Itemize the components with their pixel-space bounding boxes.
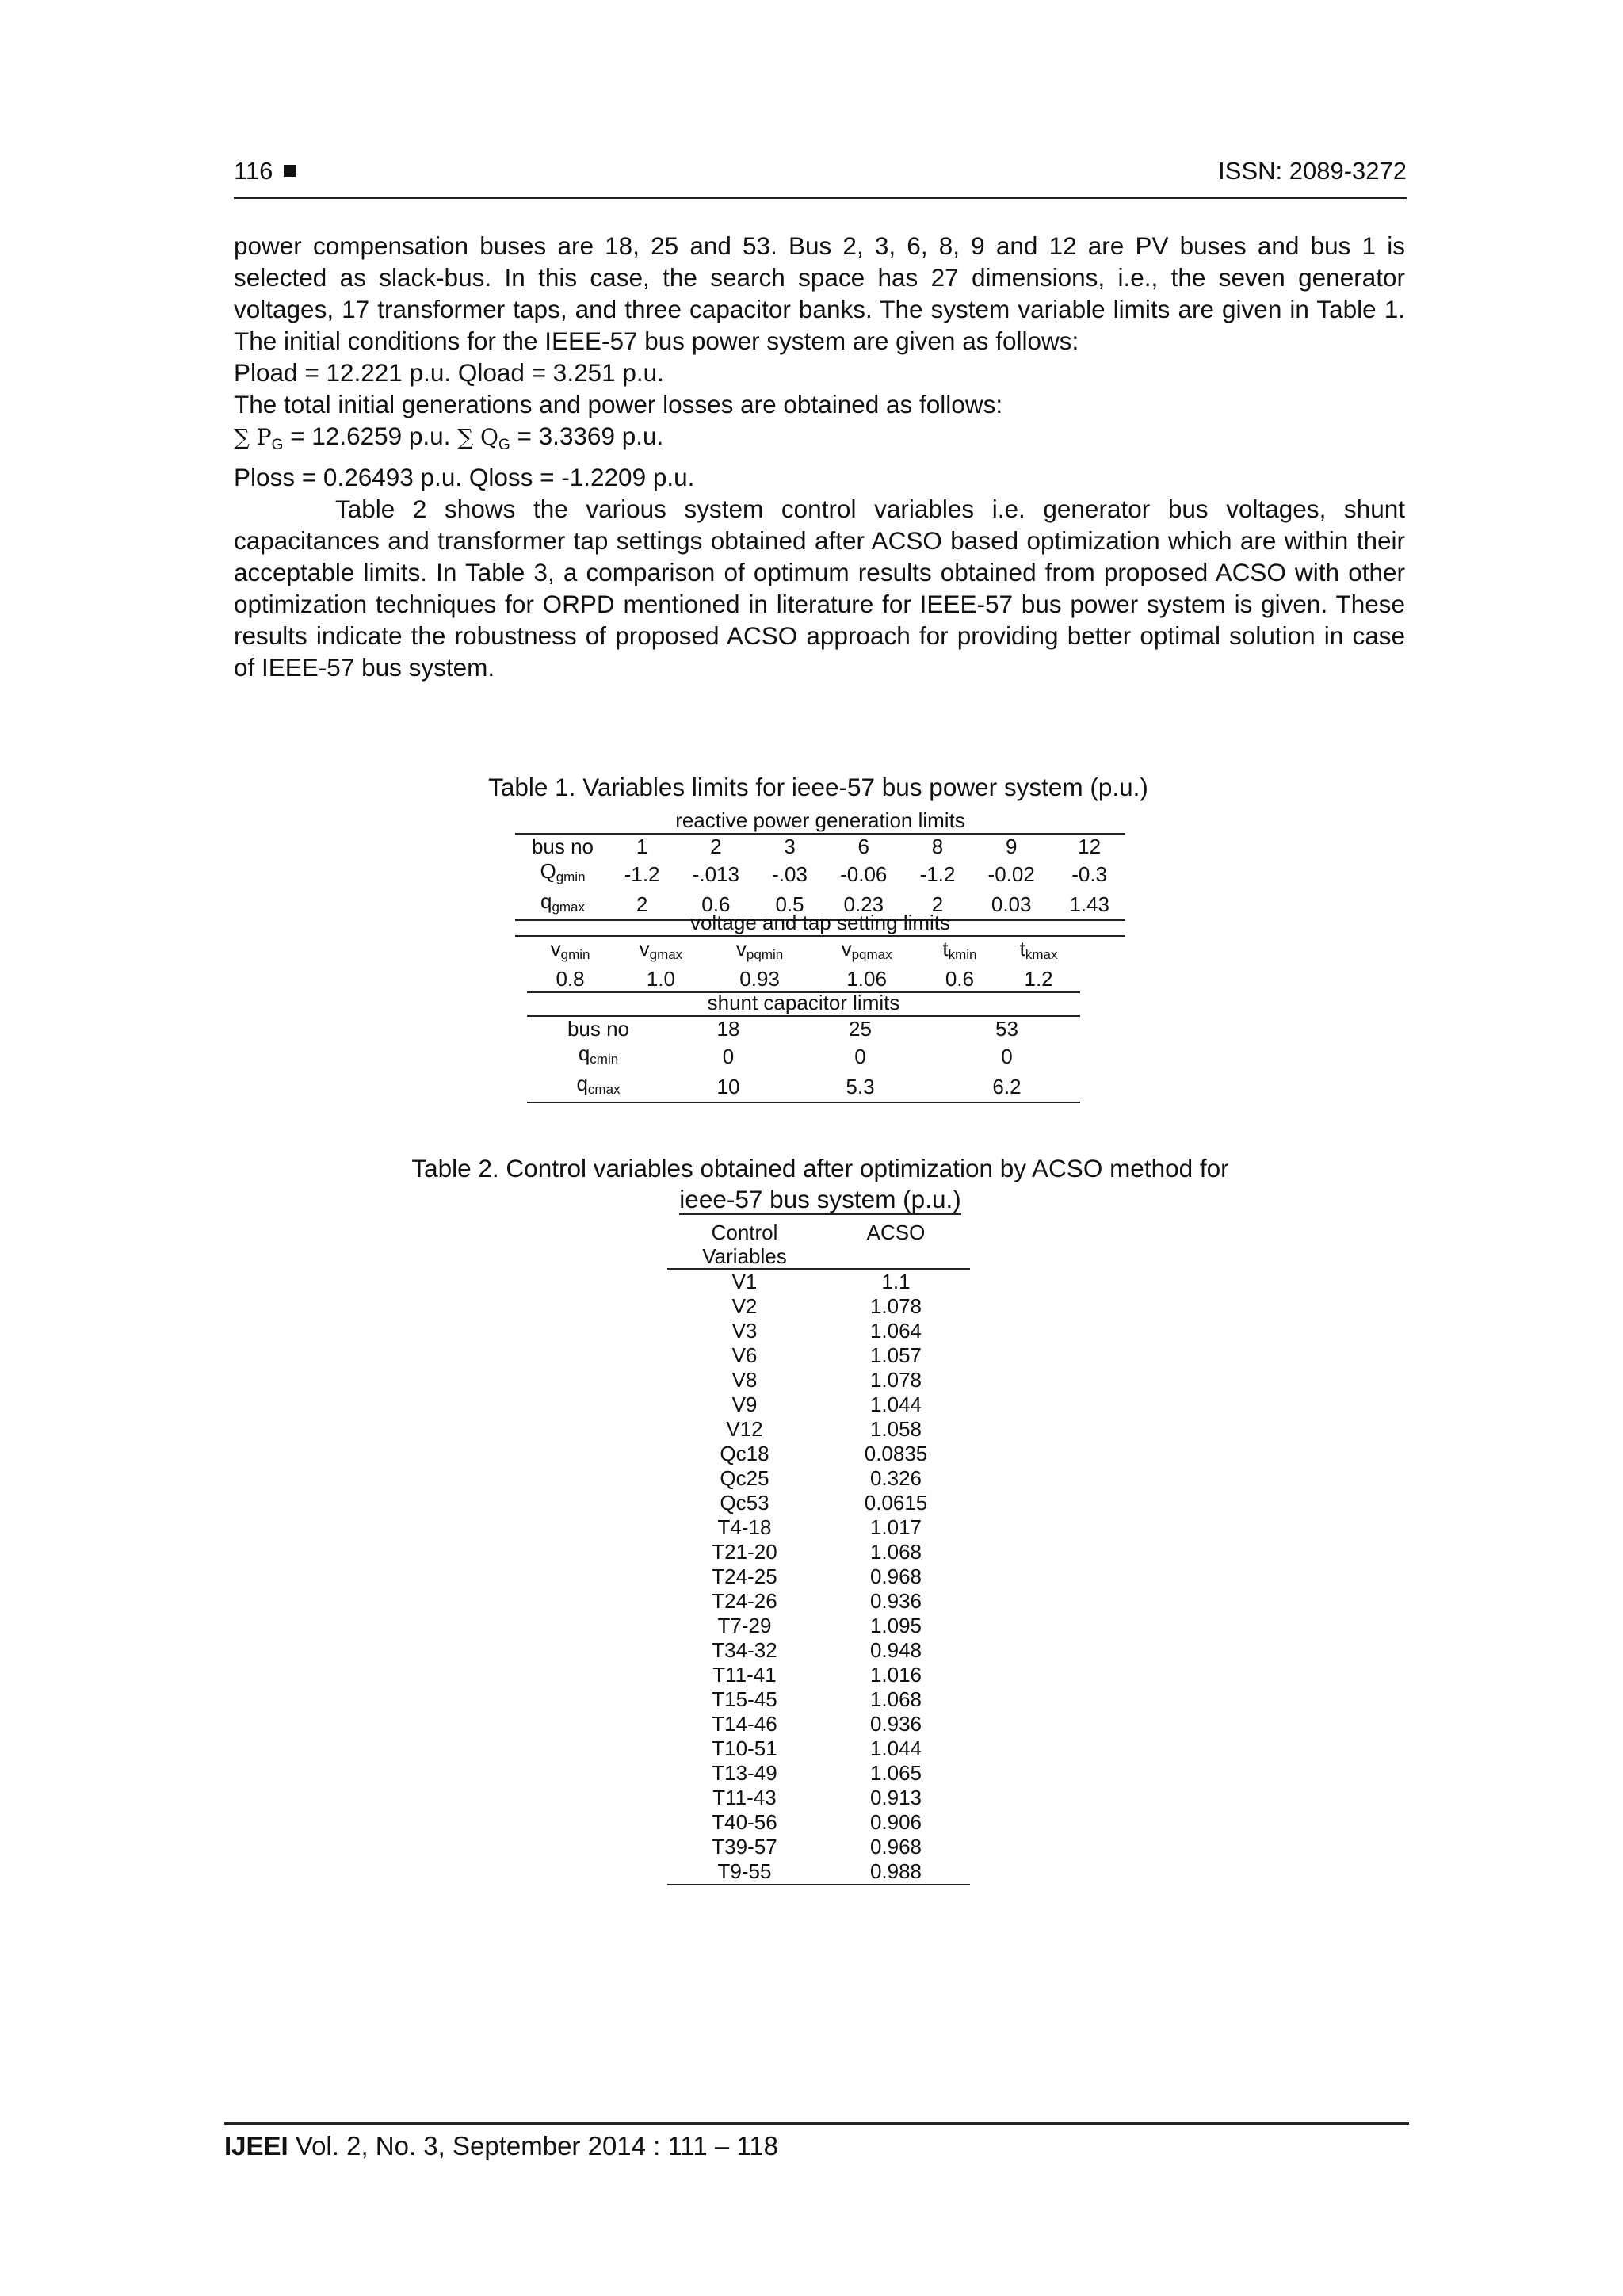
journal-issue: Vol. 2, No. 3, September 2014 : 111 – 118 <box>288 2131 778 2160</box>
acso-value-cell: 0.936 <box>869 1589 922 1613</box>
row-label: bus no <box>531 835 594 858</box>
control-variable-cell: V1 <box>731 1270 758 1293</box>
acso-value-cell: 0.968 <box>869 1564 922 1588</box>
table-row <box>667 1392 970 1417</box>
table1-section-title: reactive power generation limits <box>515 808 1125 834</box>
table-cell: 0.93 <box>708 967 812 992</box>
table-cell: 2 <box>710 835 722 858</box>
table-row <box>667 1540 970 1564</box>
table-row <box>667 1442 970 1466</box>
table-cell: 0.5 <box>758 889 821 920</box>
row-label: qgmax <box>515 889 610 920</box>
table-cell: -1.2 <box>624 861 660 886</box>
table-row <box>527 1072 1080 1102</box>
acso-value-cell: 1.1 <box>881 1270 911 1293</box>
acso-value-cell: 0.948 <box>869 1638 922 1662</box>
table-row <box>667 1712 970 1736</box>
issn: ISSN: 2089-3272 <box>1218 157 1407 185</box>
control-variable-cell: T13-49 <box>712 1761 777 1785</box>
table-cell: -.03 <box>772 861 808 886</box>
acso-value-cell: 1.068 <box>869 1687 922 1711</box>
control-variable-cell: V3 <box>731 1319 758 1343</box>
body-text <box>234 230 1405 683</box>
sum-line: ∑ $P_G = 12.6259$ p.u. ∑ $Q_G = 3.3369$ p.u. <box>234 422 664 453</box>
table-row <box>667 1319 970 1343</box>
acso-value-cell: 0.988 <box>822 1859 970 1885</box>
acso-value-cell: 0.326 <box>869 1466 922 1490</box>
table-cell: -0.02 <box>987 861 1035 886</box>
acso-value-cell: 0.0835 <box>864 1442 928 1465</box>
column-header: tkmax <box>1019 937 1058 962</box>
load-line: Pload = 12.221 p.u. Qload = 3.251 p.u. <box>234 358 664 387</box>
acso-value-cell: 0.913 <box>869 1786 922 1809</box>
loss-line: Ploss = 0.26493 p.u. Qloss = -1.2209 p.u. <box>234 463 695 491</box>
table-cell: 1.2 <box>997 967 1080 992</box>
page-number: 116 <box>234 157 296 185</box>
table-row <box>667 1810 970 1835</box>
table-row <box>667 1564 970 1589</box>
table-cell: 0 <box>854 1044 866 1068</box>
table-cell: 2 <box>610 889 674 920</box>
table-cell: 9 <box>1005 835 1018 858</box>
table-cell: -.013 <box>692 861 739 886</box>
table-cell: 2 <box>906 889 969 920</box>
control-variable-cell: T39-57 <box>712 1835 777 1859</box>
control-variable-cell: T15-45 <box>712 1687 777 1711</box>
paragraph-intro: power compensation buses are 18, 25 and 53. Bus 2, 3, 6, 8, 9 and 12 are PV buses and bus 1 is selected as slack-bus. In this case, the search space has 27 dimensions, i.e., the seven generator voltages, 17 transformer taps, and three capacitor banks. The system variable limits are given in Table 1. The initial conditions for the IEEE-57 bus power system are given as follows: <box>234 231 1405 355</box>
table-row <box>527 967 1080 992</box>
acso-value-cell: 0.936 <box>869 1712 922 1736</box>
page-footer <box>224 2122 1409 2161</box>
control-variable-cell: T11-43 <box>712 1786 777 1809</box>
table1-caption: Table 1. Variables limits for ieee-57 bus power system (p.u.) <box>488 773 1148 801</box>
table-cell: 6.2 <box>934 1072 1080 1102</box>
table-cell: -1.2 <box>919 861 956 886</box>
control-variable-cell: T9-55 <box>667 1859 822 1885</box>
control-variable-cell: T40-56 <box>712 1810 777 1834</box>
table-cell: 0.03 <box>969 889 1053 920</box>
acso-value-cell: 1.017 <box>869 1515 922 1539</box>
table-cell: 0 <box>1001 1044 1013 1068</box>
table-row <box>667 1638 970 1663</box>
table-row <box>667 1343 970 1368</box>
table2-caption-line2: ieee-57 bus system (p.u.) <box>679 1185 961 1213</box>
table-cell: 0.6 <box>674 889 758 920</box>
acso-value-cell: 0.968 <box>869 1835 922 1859</box>
table1-section-title: shunt capacitor limits <box>527 991 1080 1016</box>
table-cell: 1 <box>636 835 648 858</box>
table-row <box>667 1294 970 1319</box>
control-variable-cell: T7-29 <box>717 1614 772 1637</box>
column-header: vpqmin <box>735 937 784 962</box>
control-variable-cell: V2 <box>731 1294 758 1318</box>
table-row <box>667 1589 970 1614</box>
table-cell: 0 <box>722 1044 735 1068</box>
column-header: vgmin <box>550 937 590 962</box>
control-variable-cell: V8 <box>731 1368 758 1392</box>
table-cell: 53 <box>995 1017 1018 1041</box>
table-cell: 0.6 <box>922 967 997 992</box>
acso-value-cell: 0.0615 <box>864 1491 928 1515</box>
table-cell: 12 <box>1078 835 1102 858</box>
table-row <box>667 1368 970 1392</box>
control-variable-cell: T24-25 <box>712 1564 777 1588</box>
control-variable-cell: T34-32 <box>712 1638 777 1662</box>
table1-voltage-tap <box>527 937 1080 993</box>
table-cell: 18 <box>716 1017 740 1041</box>
control-variable-cell: V9 <box>731 1392 758 1416</box>
table-row <box>667 1786 970 1810</box>
table-header-row <box>667 1244 970 1269</box>
table2 <box>667 1221 970 1885</box>
table-cell: -0.06 <box>840 861 888 886</box>
table-row <box>667 1761 970 1786</box>
table-cell: 10 <box>670 1072 787 1102</box>
table-cell: 5.3 <box>787 1072 934 1102</box>
table-cell: 0.23 <box>822 889 906 920</box>
table-cell: 6 <box>857 835 869 858</box>
table1-section-title: voltage and tap setting limits <box>515 911 1125 936</box>
column-header: vgmax <box>639 937 683 962</box>
acso-value-cell: 1.078 <box>869 1294 922 1318</box>
column-header: ACSO <box>866 1221 926 1244</box>
column-header: tkmin <box>942 937 977 962</box>
table-row <box>667 1515 970 1540</box>
table-row <box>527 1041 1080 1072</box>
control-variable-cell: T11-41 <box>712 1663 777 1687</box>
control-variable-cell: Qc25 <box>720 1466 769 1490</box>
acso-value-cell: 1.044 <box>869 1392 922 1416</box>
table-row <box>667 1859 970 1885</box>
journal-name: IJEEI <box>224 2131 288 2160</box>
table-cell: -0.3 <box>1071 861 1108 886</box>
table-cell: 3 <box>784 835 796 858</box>
table-row <box>667 1614 970 1638</box>
acso-value-cell: 1.057 <box>869 1343 922 1367</box>
table-cell: 8 <box>931 835 944 858</box>
table-cell: 1.06 <box>812 967 922 992</box>
control-variable-cell: V12 <box>726 1417 763 1441</box>
acso-value-cell: 1.058 <box>869 1417 922 1441</box>
table-row <box>667 1269 970 1294</box>
table1-section-voltage-title <box>515 911 1125 937</box>
table-row <box>527 1016 1080 1041</box>
column-header: vpqmax <box>841 937 892 962</box>
table-cell: 1.43 <box>1053 889 1125 920</box>
column-header: Control <box>711 1221 778 1244</box>
table-cell: 1.0 <box>613 967 708 992</box>
table-row <box>667 1417 970 1442</box>
control-variable-cell: T24-26 <box>712 1589 777 1613</box>
total-line: The total initial generations and power losses are obtained as follows: <box>234 390 1003 418</box>
table-row <box>667 1491 970 1515</box>
table-header-row <box>667 1221 970 1244</box>
row-label: qcmin <box>578 1041 619 1067</box>
column-header: Variables <box>667 1244 822 1269</box>
square-bullet-icon <box>284 165 296 177</box>
table-row <box>667 1466 970 1491</box>
acso-value-cell: 0.906 <box>869 1810 922 1834</box>
table1-reactive-power <box>515 808 1125 921</box>
control-variable-cell: T14-46 <box>712 1712 777 1736</box>
control-variable-cell: Qc53 <box>720 1491 769 1515</box>
paragraph-table2: Table 2 shows the various system control variables i.e. generator bus voltages, shunt capacitances and transformer tap settings obtained after ACSO based optimization which are within their acceptable limits. In Table 3, a comparison of optimum results obtained from proposed ACSO with other optimization techniques for ORPD mentioned in literature for IEEE-57 bus power system is given. These results indicate the robustness of proposed ACSO approach for providing better optimal solution in case of IEEE-57 bus system. <box>234 495 1405 682</box>
acso-value-cell: 1.095 <box>869 1614 922 1637</box>
control-variable-cell: V6 <box>731 1343 758 1367</box>
table-row <box>515 859 1125 889</box>
table-row <box>667 1663 970 1687</box>
table-row <box>667 1736 970 1761</box>
table-row <box>667 1835 970 1859</box>
table-cell: 25 <box>849 1017 872 1041</box>
acso-value-cell: 1.078 <box>869 1368 922 1392</box>
table-row <box>667 1687 970 1712</box>
row-label: qcmax <box>527 1072 670 1102</box>
row-label: bus no <box>567 1017 630 1041</box>
page-header <box>234 155 1407 199</box>
control-variable-cell: T4-18 <box>717 1515 772 1539</box>
table-row <box>515 834 1125 859</box>
control-variable-cell: T21-20 <box>712 1540 777 1564</box>
acso-value-cell: 1.065 <box>869 1761 922 1785</box>
table-row <box>527 937 1080 967</box>
acso-value-cell: 1.068 <box>869 1540 922 1564</box>
row-label: Qgmin <box>540 859 586 884</box>
acso-value-cell: 1.016 <box>869 1663 922 1687</box>
table2-caption-line1: Table 2. Control variables obtained after optimization by ACSO method for <box>411 1154 1229 1182</box>
control-variable-cell: Qc18 <box>720 1442 769 1465</box>
control-variable-cell: T10-51 <box>712 1736 777 1760</box>
acso-value-cell: 1.064 <box>869 1319 922 1343</box>
acso-value-cell: 1.044 <box>869 1736 922 1760</box>
table1-shunt-capacitor <box>527 991 1080 1103</box>
table-cell: 0.8 <box>527 967 613 992</box>
